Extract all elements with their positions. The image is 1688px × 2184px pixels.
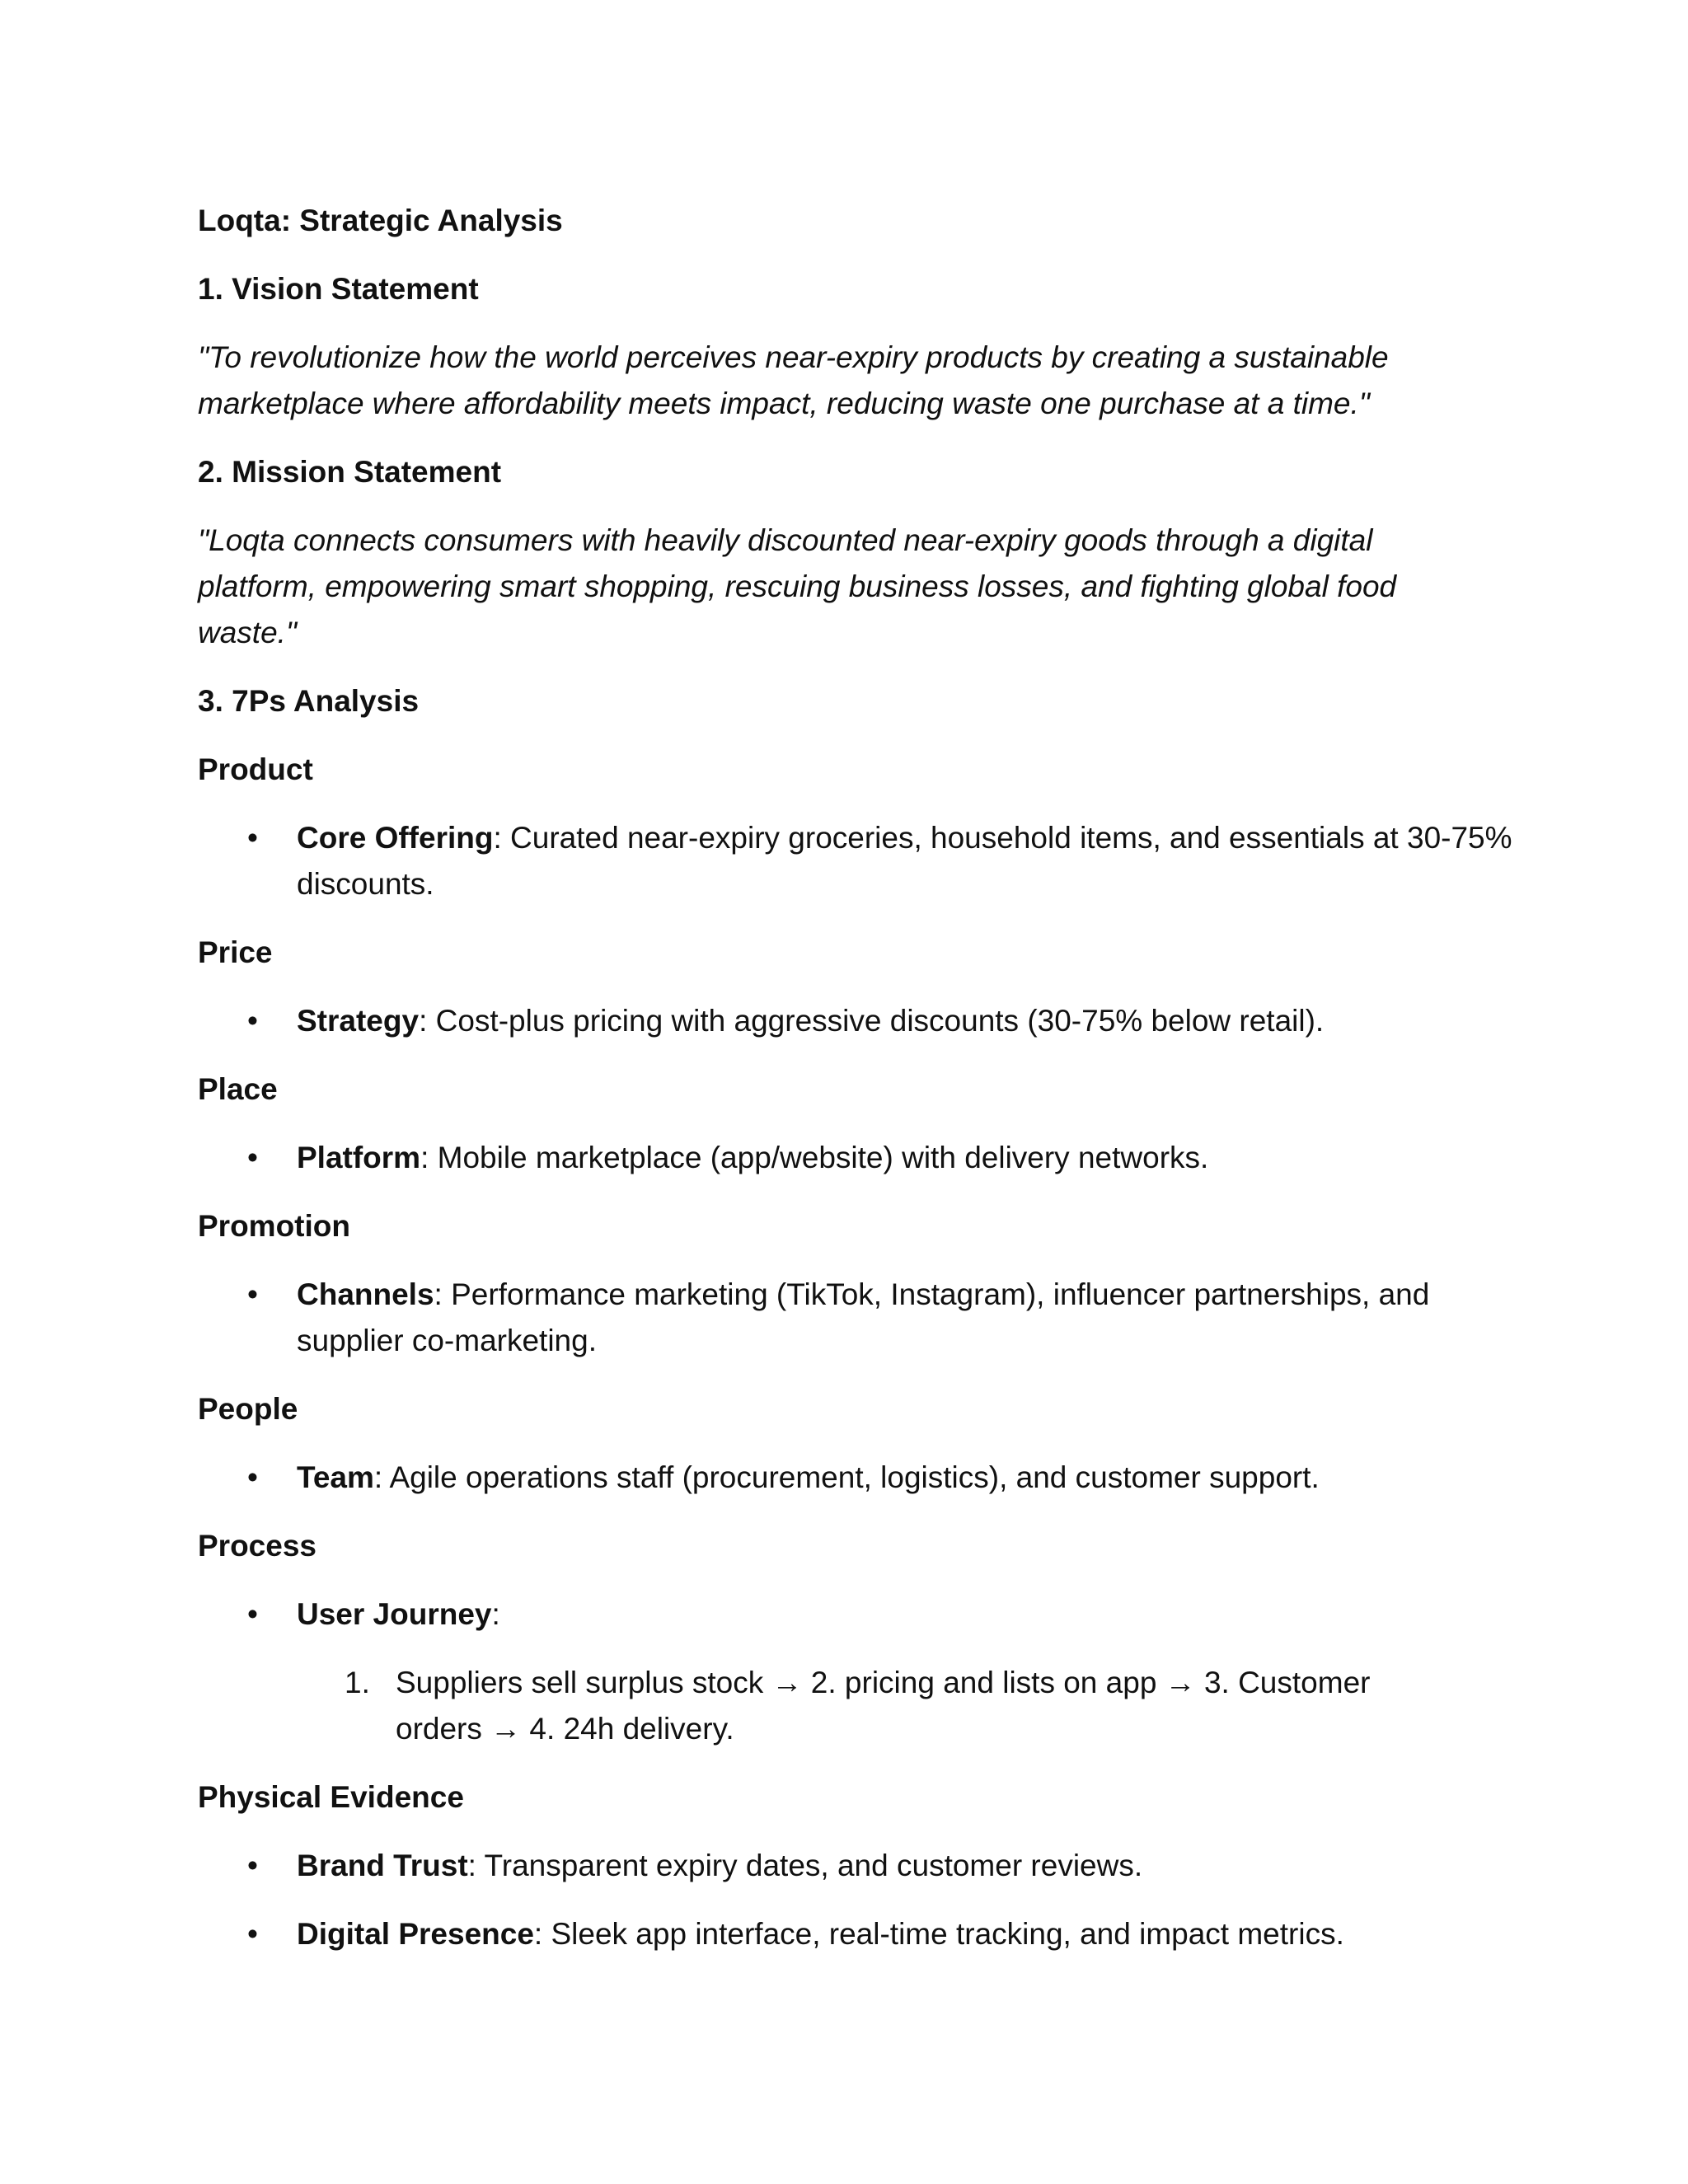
bullet-icon: • xyxy=(247,1597,258,1631)
bullet-icon: • xyxy=(247,1849,258,1882)
bullet-icon: • xyxy=(247,1277,258,1311)
list-item xyxy=(198,1911,1517,1957)
bullet-icon: • xyxy=(247,1141,258,1174)
bullet-icon: • xyxy=(247,1917,258,1951)
bullet-icon: • xyxy=(247,821,258,855)
vision-statement: "To revolutionize how the world perceives near-expiry products by creating a sustainable marketplace where affordability meets impact, reducing waste one purchase at a time." xyxy=(198,340,1389,420)
item-text: : xyxy=(491,1597,500,1631)
bullet-icon: • xyxy=(247,1004,258,1038)
place-list xyxy=(198,1135,1507,1181)
list-item xyxy=(198,1843,1517,1889)
step-number: 1. xyxy=(345,1666,370,1699)
price-list xyxy=(198,998,1507,1044)
promotion-list xyxy=(198,1272,1507,1364)
step-text: Suppliers sell surplus stock → 2. pricing and lists on app → 3. Customer orders → 4. 24h delivery. xyxy=(396,1666,1371,1746)
product-list xyxy=(198,815,1512,907)
people-list xyxy=(198,1455,1507,1501)
mission-heading: 2. Mission Statement xyxy=(198,455,502,489)
physical-evidence-heading: Physical Evidence xyxy=(198,1780,464,1814)
item-term: User Journey xyxy=(297,1597,492,1631)
item-term: Strategy xyxy=(297,1004,420,1038)
analysis-heading: 3. 7Ps Analysis xyxy=(198,684,420,718)
item-text: : Transparent expiry dates, and customer reviews. xyxy=(467,1849,1143,1882)
item-text: : Agile operations staff (procurement, logistics), and customer support. xyxy=(373,1460,1320,1494)
document-title: Loqta: Strategic Analysis xyxy=(198,204,563,237)
process-list xyxy=(198,1591,1507,1752)
item-term: Brand Trust xyxy=(297,1849,468,1882)
people-heading: People xyxy=(198,1392,298,1426)
mission-statement: "Loqta connects consumers with heavily discounted near-expiry goods through a digital platform, empowering smart shopping, rescuing business losses, and fighting global food waste." xyxy=(198,523,1397,649)
item-text: : Cost-plus pricing with aggressive discounts (30-75% below retail). xyxy=(419,1004,1325,1038)
item-term: Team xyxy=(297,1460,374,1494)
list-item xyxy=(198,998,1517,1044)
list-item xyxy=(198,1455,1517,1501)
item-text: : Mobile marketplace (app/website) with delivery networks. xyxy=(420,1141,1209,1174)
vision-heading: 1. Vision Statement xyxy=(198,272,479,306)
list-item xyxy=(198,1272,1517,1364)
list-item xyxy=(198,1591,1418,1752)
item-text: : Sleek app interface, real-time tracking, and impact metrics. xyxy=(533,1917,1344,1951)
promotion-heading: Promotion xyxy=(198,1209,350,1243)
list-item xyxy=(198,1135,1517,1181)
process-heading: Process xyxy=(198,1529,316,1563)
physical-evidence-list xyxy=(198,1843,1507,1957)
item-term: Digital Presence xyxy=(297,1917,534,1951)
bullet-icon: • xyxy=(247,1460,258,1494)
place-heading: Place xyxy=(198,1072,278,1106)
item-term: Core Offering xyxy=(297,821,494,855)
item-term: Channels xyxy=(297,1277,434,1311)
price-heading: Price xyxy=(198,935,273,969)
product-heading: Product xyxy=(198,752,313,786)
item-term: Platform xyxy=(297,1141,421,1174)
user-journey-steps xyxy=(198,1660,1418,1752)
step-item xyxy=(198,1660,1426,1752)
item-text: : Curated near-expiry groceries, household items, and essentials at 30-75% discounts. xyxy=(297,821,1512,901)
item-text: : Performance marketing (TikTok, Instagram), influencer partnerships, and supplier co-marketing. xyxy=(297,1277,1430,1357)
list-item xyxy=(198,815,1517,907)
